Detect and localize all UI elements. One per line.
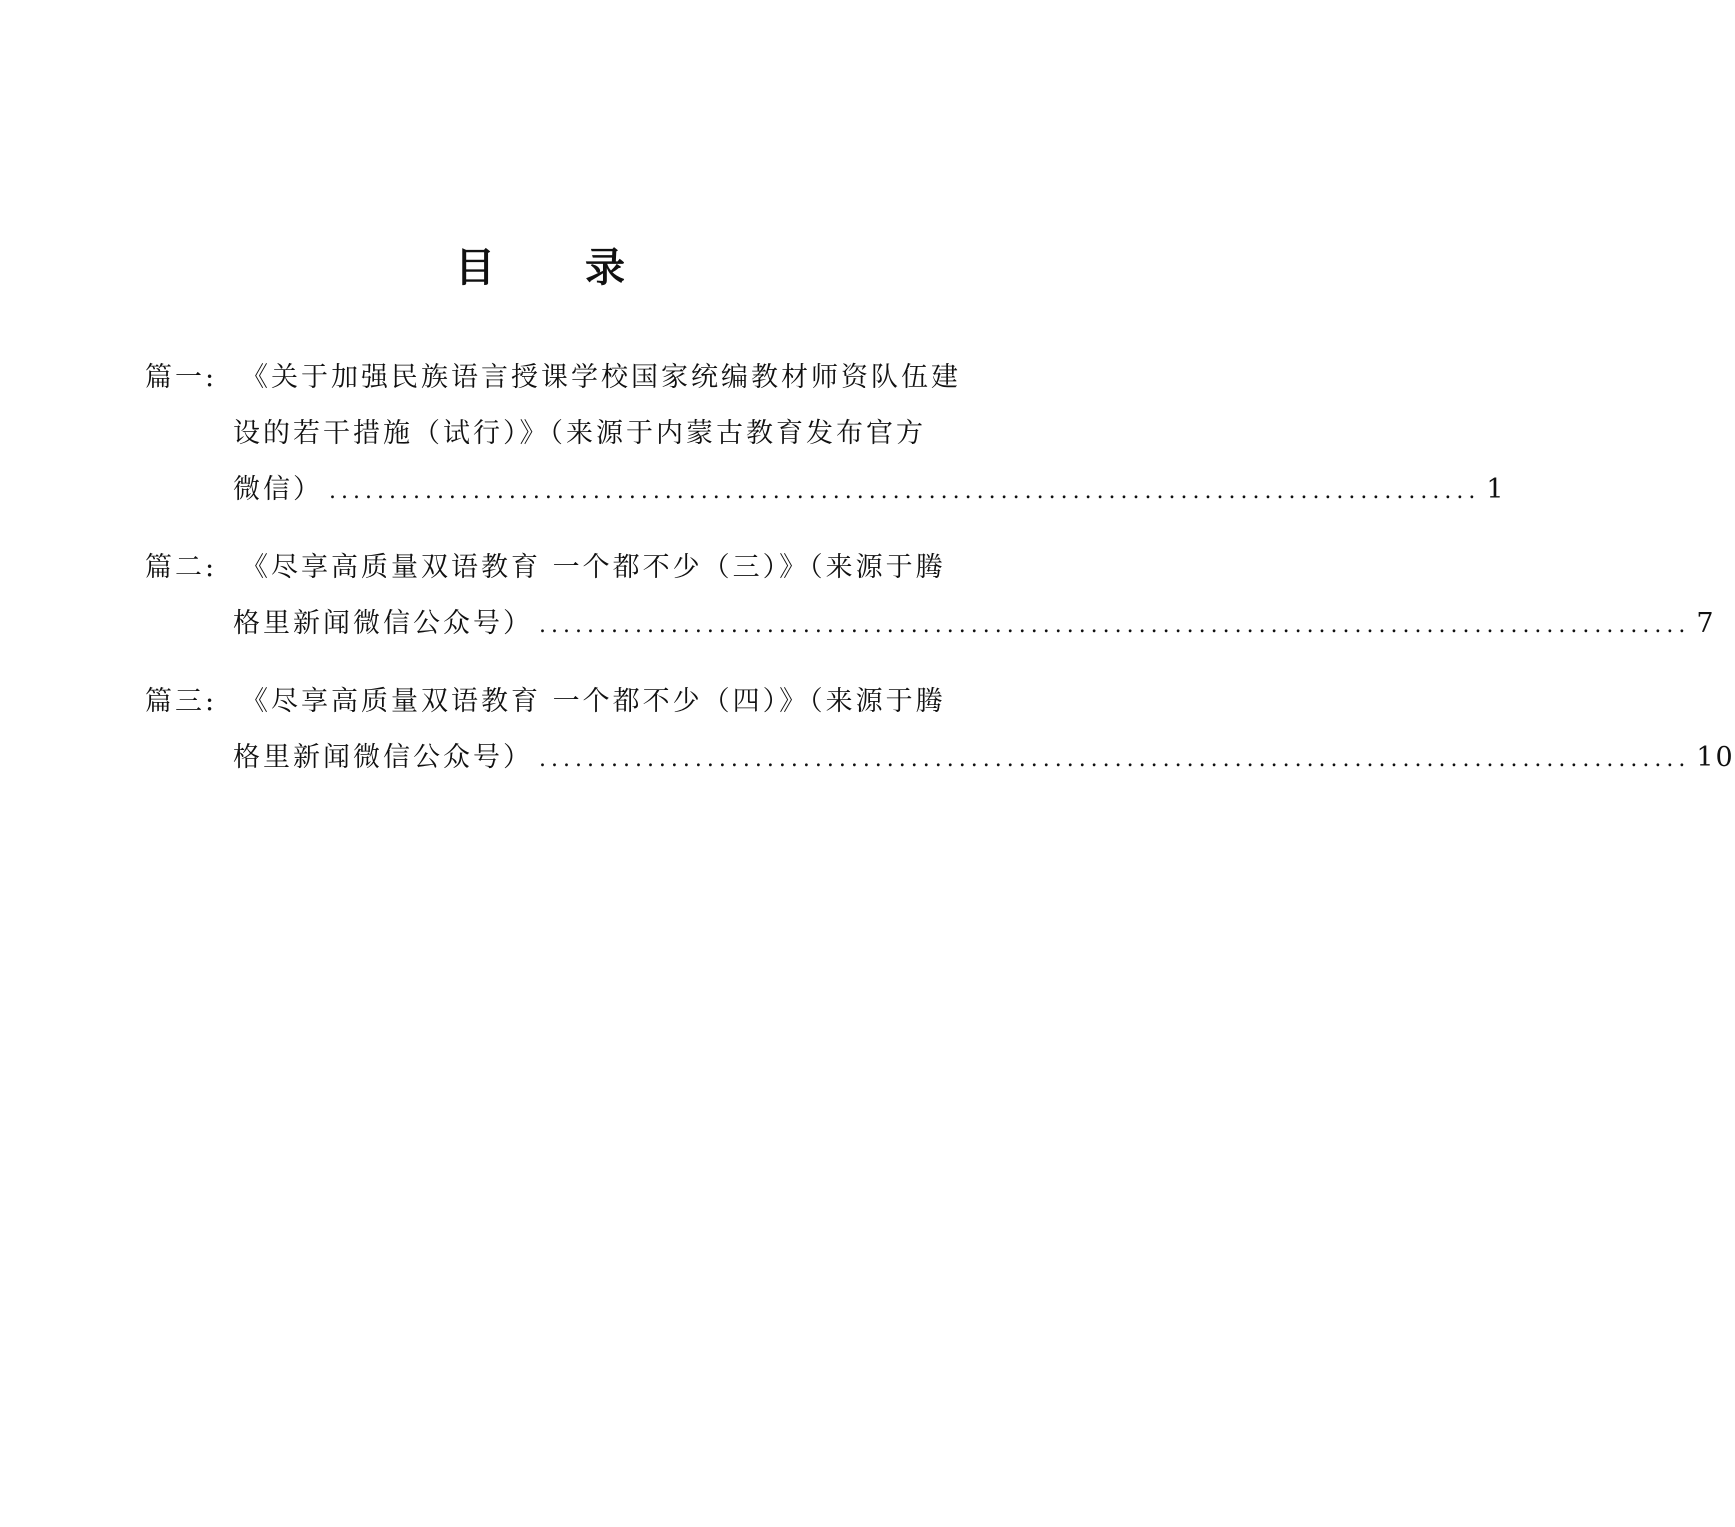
toc-entry-label: 篇一: — [145, 362, 218, 393]
toc-entry-line: 设的若干措施（试行）》（来源于内蒙古教育发布官方 — [233, 418, 926, 449]
dot-leader: ................................................................................................ — [329, 479, 1481, 504]
dot-leader: ................................................................................................ — [539, 613, 1691, 638]
toc-entry-title — [233, 674, 1735, 786]
toc-entry-label: 篇三: — [145, 686, 218, 717]
toc-entry-last-line — [233, 730, 1735, 786]
toc-page-number: 1 — [1486, 474, 1506, 505]
toc-entry-line: 《尽享高质量双语教育 一个都不少（三）》（来源于腾 — [241, 552, 946, 583]
toc-entry-title — [233, 350, 1506, 518]
page-title: 目 录 — [455, 245, 663, 291]
table-of-contents — [0, 350, 1735, 808]
toc-page-number: 10 — [1696, 742, 1735, 773]
dot-leader: ................................................................................................ — [539, 747, 1691, 772]
toc-entry-line: 微信） — [233, 474, 323, 505]
toc-entry-line: 《尽享高质量双语教育 一个都不少（四）》（来源于腾 — [241, 686, 946, 717]
toc-entry-last-line — [233, 596, 1716, 652]
toc-page-number: 7 — [1696, 608, 1716, 639]
toc-entry[interactable] — [0, 540, 1716, 652]
toc-entry-title — [233, 540, 1716, 652]
toc-entry-line: 格里新闻微信公众号） — [233, 608, 533, 639]
toc-entry[interactable] — [0, 350, 1506, 518]
toc-entry[interactable] — [0, 674, 1735, 786]
toc-entry-label: 篇二: — [145, 552, 218, 583]
toc-entry-line: 格里新闻微信公众号） — [233, 742, 533, 773]
toc-entry-line: 《关于加强民族语言授课学校国家统编教材师资队伍建 — [241, 362, 961, 393]
toc-entry-last-line — [233, 462, 1506, 518]
